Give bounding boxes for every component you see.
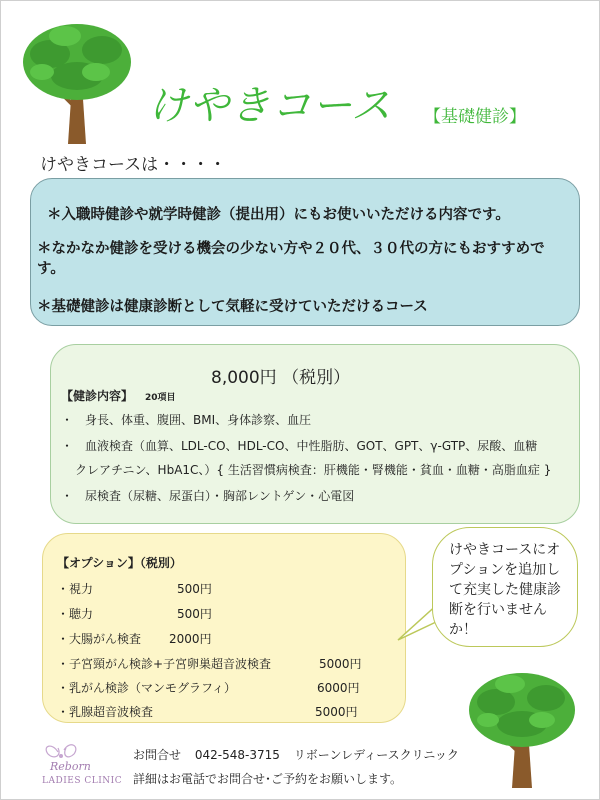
option-price: 500円 <box>177 607 212 621</box>
feature-item: ＊基礎健診は健康診断として気軽に受けていただけるコース <box>37 299 428 315</box>
course-subtitle: 【基礎健診】 <box>424 107 526 127</box>
feature-item: ＊入職時健診や就学時健診（提出用）にもお使いいただける内容です。 <box>47 207 510 223</box>
content-item: ・ 尿検査（尿糖、尿蛋白）・胸部レントゲン・心電図 <box>61 489 355 503</box>
option-price: 6000円 <box>317 681 360 695</box>
tree-icon <box>20 14 135 144</box>
options-title: 【オプション】（税別） <box>57 556 182 570</box>
option-price: 5000円 <box>315 705 358 719</box>
option-name: ・子宮頸がん検診+子宮卵巣超音波検査 <box>57 657 272 671</box>
options-box <box>42 533 406 723</box>
option-name: ・乳がん検診（マンモグラフィ） <box>57 681 237 695</box>
features-box <box>30 178 580 326</box>
content-label: 【健診内容】 <box>61 389 134 403</box>
logo-text: Reborn <box>50 760 91 773</box>
option-name: ・大腸がん検査 <box>57 632 142 646</box>
option-price: 500円 <box>177 582 212 596</box>
option-name: ・視力 <box>57 582 94 596</box>
option-name: ・聴力 <box>57 607 94 621</box>
exam-content-box <box>50 344 580 524</box>
content-count: 20項目 <box>145 393 176 403</box>
content-item: ・ 血液検査（血算、LDL-CO、HDL-CO、中性脂肪、GOT、GPT、γ-GTP、尿酸、血糖 <box>61 439 538 453</box>
contact-line <box>133 746 469 763</box>
contact-phone[interactable]: 042-548-3715 <box>194 748 280 762</box>
option-price: 5000円 <box>319 657 362 671</box>
tree-icon <box>466 664 578 788</box>
content-item: ・ 身長、体重、腹囲、BMI、身体診察、血圧 <box>61 413 312 427</box>
logo-subtext: LADIES CLINIC <box>42 776 123 786</box>
option-name: ・乳腺超音波検査 <box>57 705 154 719</box>
bubble-text: けやきコースにオプションを追加して充実した健康診断を行いませんか！ <box>449 542 561 638</box>
content-item: クレアチニン、HbA1C、）{ 生活習慣病検査：肝機能・腎機能・貧血・血糖・高脂血症 } <box>75 463 552 477</box>
course-price: 8,000円 （税別） <box>211 368 351 388</box>
intro-text: けやきコースは・・・・ <box>40 155 227 175</box>
course-title: けやきコース <box>148 83 392 129</box>
clinic-name: リボーンレディースクリニック <box>293 748 459 762</box>
contact-note: 詳細はお電話でお問合せ･ご予約をお願いします。 <box>133 772 403 786</box>
contact-label: お問合せ <box>133 748 182 762</box>
speech-bubble <box>432 527 578 647</box>
option-price: 2000円 <box>169 632 212 646</box>
feature-item: ＊なかなか健診を受ける機会の少ない方や２０代、３０代の方にもおすすめです。 <box>37 241 545 277</box>
